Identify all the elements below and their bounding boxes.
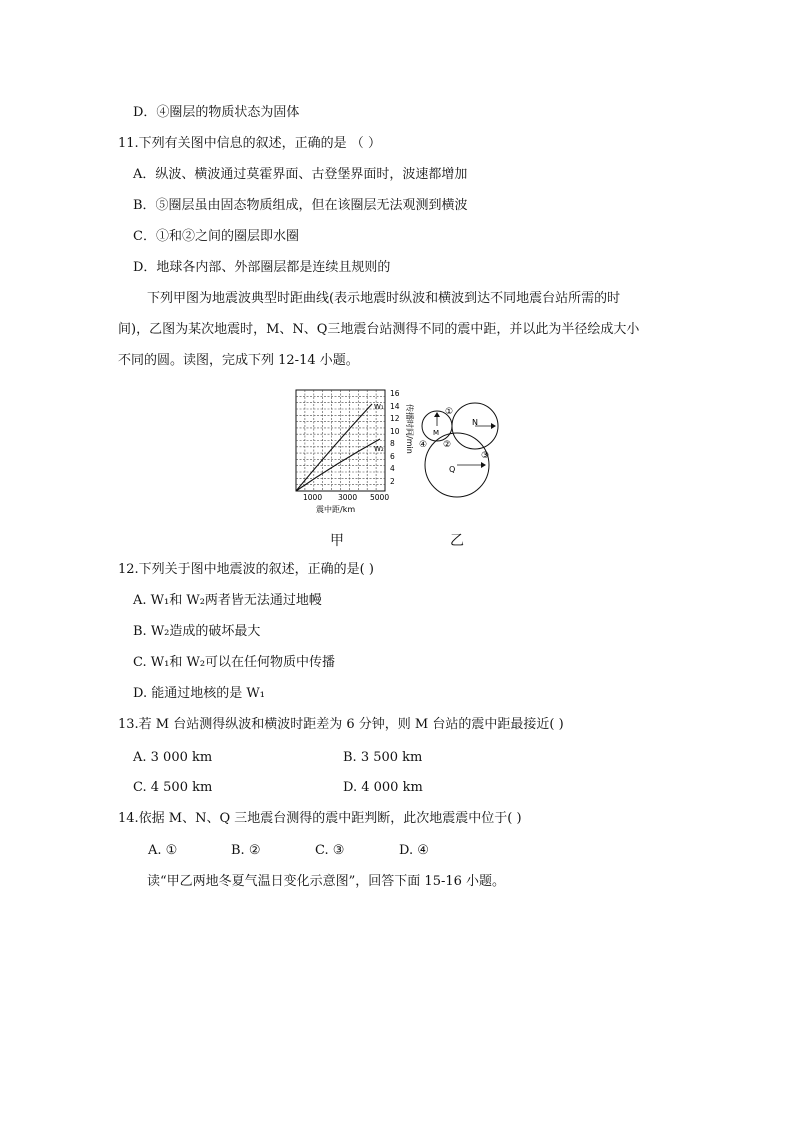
option-10d: D．④圈层的物质状态为固体 bbox=[133, 105, 300, 120]
y-tick: 2 bbox=[390, 477, 395, 486]
option-14b: B. ② bbox=[231, 843, 261, 858]
question-13: 13.若 M 台站测得纵波和横波时距差为 6 分钟，则 M 台站的震中距最接近( ) bbox=[118, 717, 564, 732]
x-tick: 5000 bbox=[370, 493, 390, 502]
y-tick-labels bbox=[390, 389, 400, 486]
curve-w1 bbox=[296, 404, 372, 491]
arrow-m bbox=[434, 412, 440, 417]
marker-2: ② bbox=[443, 440, 452, 450]
station-m-label: M bbox=[433, 429, 440, 437]
option-14a: A. ① bbox=[148, 843, 178, 858]
paragraph-line-1: 下列甲图为地震波典型时距曲线(表示地震时纵波和横波到达不同地震台站所需的时 bbox=[147, 291, 621, 306]
y-tick: 10 bbox=[390, 427, 400, 436]
option-11d: D．地球各内部、外部圈层都是连续且规则的 bbox=[133, 260, 391, 275]
y-tick: 12 bbox=[390, 414, 400, 423]
caption-yi: 乙 bbox=[450, 533, 464, 549]
option-12c: C. W₁和 W₂可以在任何物质中传播 bbox=[133, 655, 336, 670]
marker-3: ③ bbox=[481, 451, 490, 461]
marker-4: ④ bbox=[419, 440, 428, 450]
x-tick: 1000 bbox=[303, 493, 323, 502]
question-14: 14.依据 M、N、Q 三地震台测得的震中距判断，此次地震震中位于( ) bbox=[118, 811, 522, 826]
y-axis-label: 传播时间/min bbox=[405, 404, 414, 454]
option-11c: C．①和②之间的圈层即水圈 bbox=[133, 229, 299, 244]
y-tick: 4 bbox=[390, 464, 395, 473]
option-12a: A. W₁和 W₂两者皆无法通过地幔 bbox=[133, 593, 322, 608]
option-13c: C. 4 500 km bbox=[133, 780, 213, 795]
y-tick: 6 bbox=[390, 452, 395, 461]
marker-1: ① bbox=[445, 407, 454, 417]
arrow-q bbox=[481, 462, 486, 468]
caption-jia: 甲 bbox=[330, 533, 344, 549]
y-tick: 14 bbox=[390, 402, 400, 411]
x-axis-label: 震中距/km bbox=[316, 505, 356, 514]
paragraph-line-2: 间)，乙图为某次地震时，M、N、Q三地震台站测得不同的震中距，并以此为半径绘成大小 bbox=[118, 322, 640, 337]
question-12: 12.下列关于图中地震波的叙述，正确的是( ) bbox=[118, 562, 374, 577]
option-12d: D. 能通过地核的是 W₁ bbox=[133, 686, 265, 701]
label-w2: W₂ bbox=[374, 445, 384, 453]
station-q-label: Q bbox=[449, 465, 456, 474]
station-n-label: N bbox=[472, 418, 478, 427]
option-11a: A．纵波、横波通过莫霍界面、古登堡界面时，波速都增加 bbox=[133, 167, 468, 182]
y-tick: 16 bbox=[390, 389, 400, 398]
arrow-n bbox=[491, 423, 496, 429]
option-11b: B．⑤圈层虽由固态物质组成，但在该圈层无法观测到横波 bbox=[133, 198, 468, 213]
x-tick: 3000 bbox=[338, 493, 358, 502]
option-13b: B. 3 500 km bbox=[343, 750, 423, 765]
paragraph-line-4: 读“甲乙两地冬夏气温日变化示意图”，回答下面 15-16 小题。 bbox=[147, 874, 506, 889]
option-13d: D. 4 000 km bbox=[343, 780, 423, 795]
question-11: 11.下列有关图中信息的叙述，正确的是 （ ） bbox=[118, 136, 381, 151]
x-tick-labels bbox=[303, 493, 389, 502]
figure-jia-chart bbox=[290, 384, 415, 522]
paragraph-line-3: 不同的圆。读图，完成下列 12-14 小题。 bbox=[118, 353, 359, 368]
option-14d: D. ④ bbox=[399, 843, 429, 858]
option-14c: C. ③ bbox=[315, 843, 345, 858]
figure-yi-circles bbox=[417, 395, 507, 500]
option-13a: A. 3 000 km bbox=[133, 750, 213, 765]
y-tick: 8 bbox=[390, 439, 395, 448]
option-12b: B. W₂造成的破坏最大 bbox=[133, 624, 261, 639]
label-w1: W₁ bbox=[374, 403, 384, 411]
